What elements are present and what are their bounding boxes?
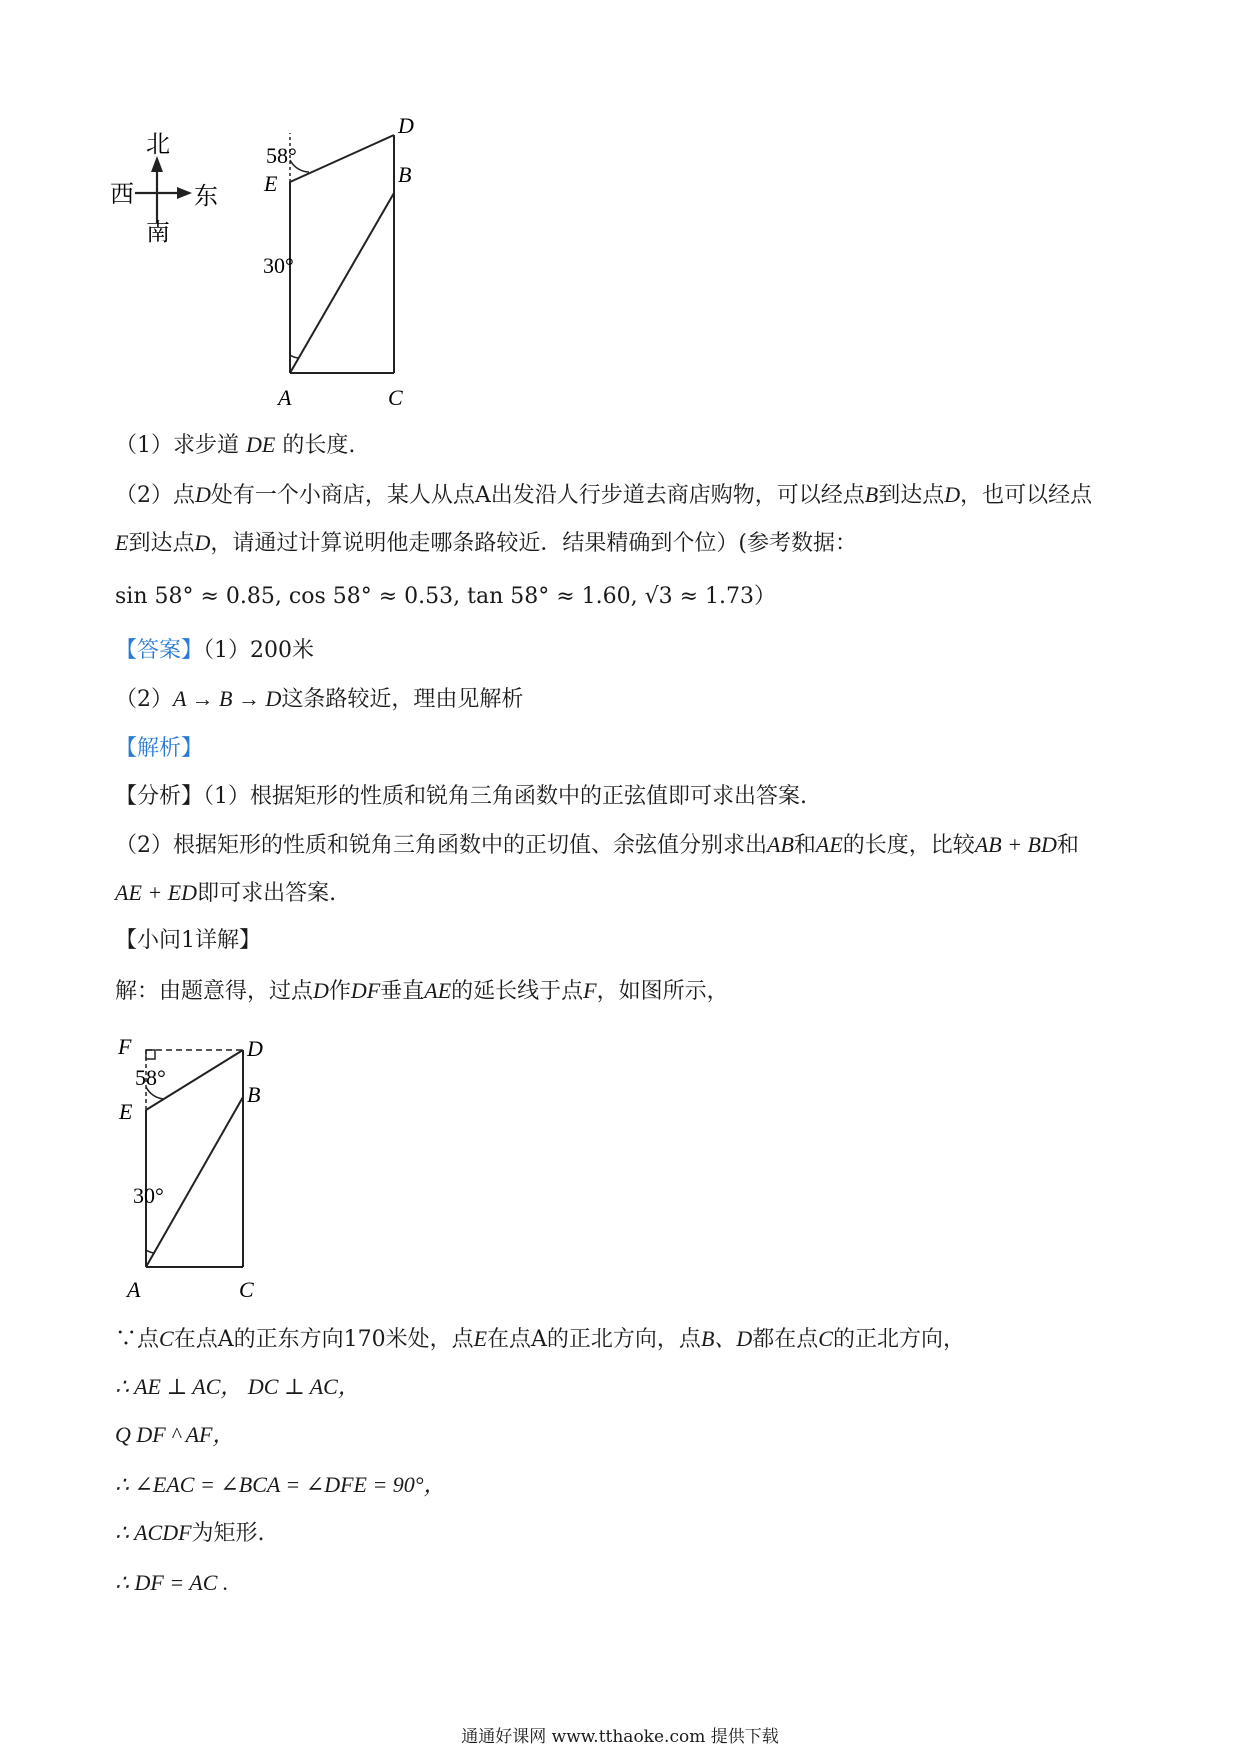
analysis-tag: 【解析】 <box>115 736 204 761</box>
analysis-fenxi-2-cont: AE + ED即可求出答案. <box>115 880 337 906</box>
point-label-b: B <box>247 1082 261 1107</box>
sub-question-heading: 【小问1详解】 <box>115 928 261 953</box>
question-2-line-2: E到达点D，请通过计算说明他走哪条路较近．结果精确到个位）(参考数据： <box>115 530 857 556</box>
proof-line-5: ∴ ACDF为矩形. <box>115 1520 265 1546</box>
segment-ed <box>290 135 394 182</box>
angle-label-58: 58° <box>266 143 297 168</box>
proof-line-6: ∴ DF = AC . <box>115 1570 229 1595</box>
solution-intro: 解：由题意得，过点D作DF垂直AE的延长线于点F，如图所示， <box>115 978 729 1004</box>
compass-south: 南 <box>146 218 170 246</box>
point-label-e: E <box>119 1099 133 1124</box>
reference-data: sin 58° ≈ 0.85, cos 58° ≈ 0.53, tan 58° ≈ 1.60, √3 ≈ 1.73） <box>115 584 777 609</box>
answer-1: 【答案】（1）200米 <box>115 638 315 663</box>
east-arrow-icon <box>177 187 192 199</box>
proof-line-4: ∴ ∠EAC = ∠BCA = ∠DFE = 90°， <box>115 1472 446 1497</box>
point-label-f: F <box>118 1034 132 1059</box>
point-label-c: C <box>388 385 403 410</box>
compass-figure <box>110 128 225 248</box>
analysis-fenxi-2: （2）根据矩形的性质和锐角三角函数中的正切值、余弦值分别求出AB和AE的长度，比较AB + BD和 <box>115 832 1079 858</box>
geometry-figure-1 <box>260 115 430 415</box>
proof-line-3: Q DF ^ AF， <box>115 1422 235 1447</box>
compass-east: 东 <box>194 182 218 210</box>
angle-label-58: 58° <box>135 1065 166 1090</box>
analysis-fenxi-1: 【分析】（1）根据矩形的性质和锐角三角函数中的正弦值即可求出答案. <box>115 784 808 809</box>
point-label-d: D <box>398 115 414 138</box>
segment-ab <box>290 193 394 373</box>
angle-label-30: 30° <box>133 1183 164 1208</box>
question-2-line-1: （2）点D处有一个小商店，某人从点A出发沿人行步道去商店购物，可以经点B到达点D，也可以经点 <box>115 482 1093 508</box>
compass-west: 西 <box>110 180 134 208</box>
right-angle-mark <box>146 1050 155 1059</box>
point-label-d: D <box>247 1036 263 1061</box>
angle-arc-30 <box>146 1250 155 1253</box>
answer-2: （2）A → B → D这条路较近，理由见解析 <box>115 686 524 712</box>
compass-north: 北 <box>146 130 170 158</box>
proof-line-2: ∴ AE ⊥ AC， DC ⊥ AC， <box>115 1374 360 1399</box>
point-label-b: B <box>398 162 412 187</box>
point-label-a: A <box>278 385 292 410</box>
point-label-a: A <box>127 1277 141 1302</box>
point-label-e: E <box>264 171 278 196</box>
angle-arc-30 <box>290 355 299 358</box>
question-1: （1）求步道 DE 的长度. <box>115 432 356 458</box>
angle-label-30: 30° <box>263 253 294 278</box>
proof-line-1: ∵点C在点A的正东方向170米处，点E在点A的正北方向，点B、D都在点C的正北方向， <box>115 1326 965 1352</box>
segment-ab <box>146 1097 243 1267</box>
point-label-c: C <box>239 1277 254 1302</box>
geometry-figure-2 <box>118 1025 278 1305</box>
answer-tag: 【答案】 <box>115 638 204 663</box>
north-arrow-icon <box>151 156 163 172</box>
footer-text: 通通好课网 www.tthaoke.com 提供下载 <box>461 1727 779 1747</box>
